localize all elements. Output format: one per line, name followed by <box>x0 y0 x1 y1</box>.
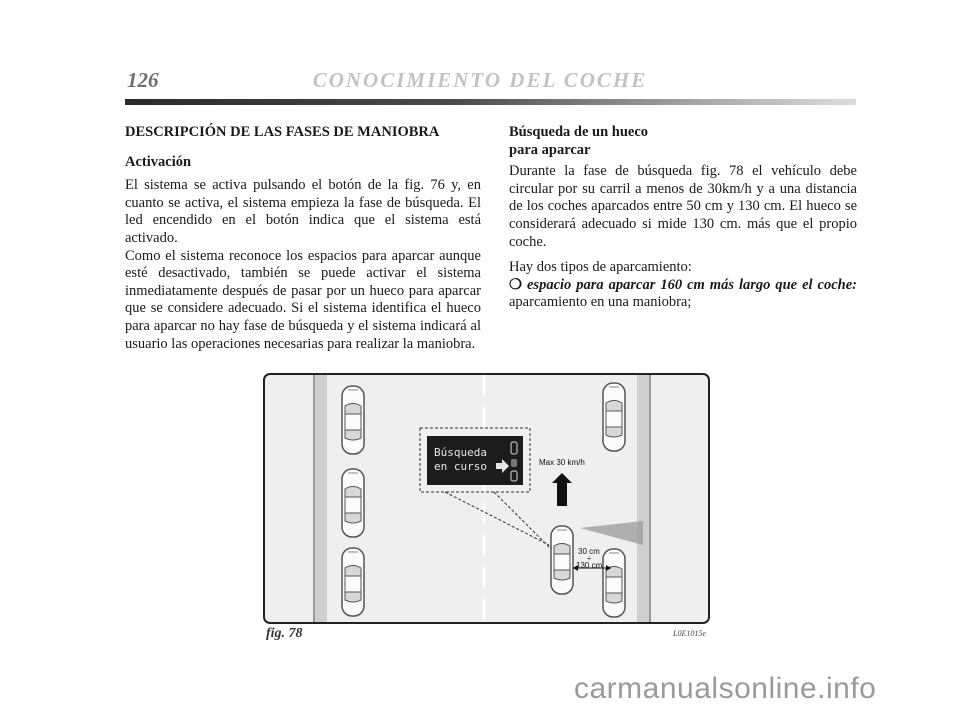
subtitle-line-2: para aparcar <box>509 141 591 158</box>
car-icon <box>511 459 517 467</box>
left-column <box>125 124 481 353</box>
paragraph: Hay dos tipos de aparcamiento: <box>509 259 692 276</box>
subtitle-line-1: Búsqueda de un hueco <box>509 124 649 140</box>
parked-car-right-2 <box>603 549 625 617</box>
bullet-icon: ❍ <box>509 276 522 293</box>
page-number: 126 <box>127 68 159 92</box>
moving-car <box>551 526 573 594</box>
paragraph: Como el sistema reconoce los espacios para aparcar aunque esté desactivado, también se puede activar el sistema inmediatamente después de pasar por un hueco para aparcar que se considere adecuado. Si el sistema identifica el hueco para aparcar no hay fase de búsqueda y el sistema indicará al usuario las operaciones necesarias para realizar la maniobra. <box>125 247 481 352</box>
figure-illustration <box>265 375 708 622</box>
subtitle-activacion: Activación <box>125 153 192 170</box>
sensor-cone <box>580 521 643 545</box>
figure-code: L0E1015e <box>673 629 706 638</box>
figure-parking-search <box>263 373 710 624</box>
bullet-item <box>509 277 857 312</box>
distance-max: 130 cm <box>576 561 603 570</box>
speed-label: Max 30 km/h <box>539 458 585 467</box>
header-title: CONOCIMIENTO DEL COCHE <box>312 68 648 92</box>
distance-min: 30 cm <box>578 547 600 556</box>
parked-car-right-1 <box>603 383 625 451</box>
bullet-emphasis: espacio para aparcar 160 cm más largo que el coche: <box>527 276 858 293</box>
sidewalk-right <box>637 375 651 622</box>
distance-sep: ÷ <box>587 554 592 563</box>
sidewalk-left <box>313 375 327 622</box>
watermark: carmanualsonline.info <box>574 672 877 705</box>
figure-caption: fig. 78 <box>266 626 303 641</box>
paragraph: Durante la fase de búsqueda fig. 78 el vehículo debe circular por su carril a menos de 30km/h y a una distancia de los coches aparcados entre 50 cm y 130 cm. El hueco se considerará adecuado si mide 130 cm. más que el propio coche. <box>509 163 857 250</box>
parked-car-left-1 <box>342 386 364 454</box>
right-column <box>509 124 857 312</box>
display-line-2: en curso <box>434 460 487 473</box>
parked-car-left-2 <box>342 469 364 537</box>
parked-car-left-3 <box>342 548 364 616</box>
header-rule <box>125 99 856 105</box>
paragraph: El sistema se activa pulsando el botón de la fig. 76 y, en cuanto se activa, el sistema empieza la fase de búsqueda. El led encendido en el botón indica que el sistema está activado. <box>125 177 481 246</box>
bullet-text: aparcamiento en una maniobra; <box>509 294 692 311</box>
section-title: DESCRIPCIÓN DE LAS FASES DE MANIOBRA <box>125 124 440 140</box>
display-line-1: Búsqueda <box>434 446 487 459</box>
forward-arrow-icon <box>552 473 572 506</box>
subtitle-busqueda <box>509 124 857 159</box>
